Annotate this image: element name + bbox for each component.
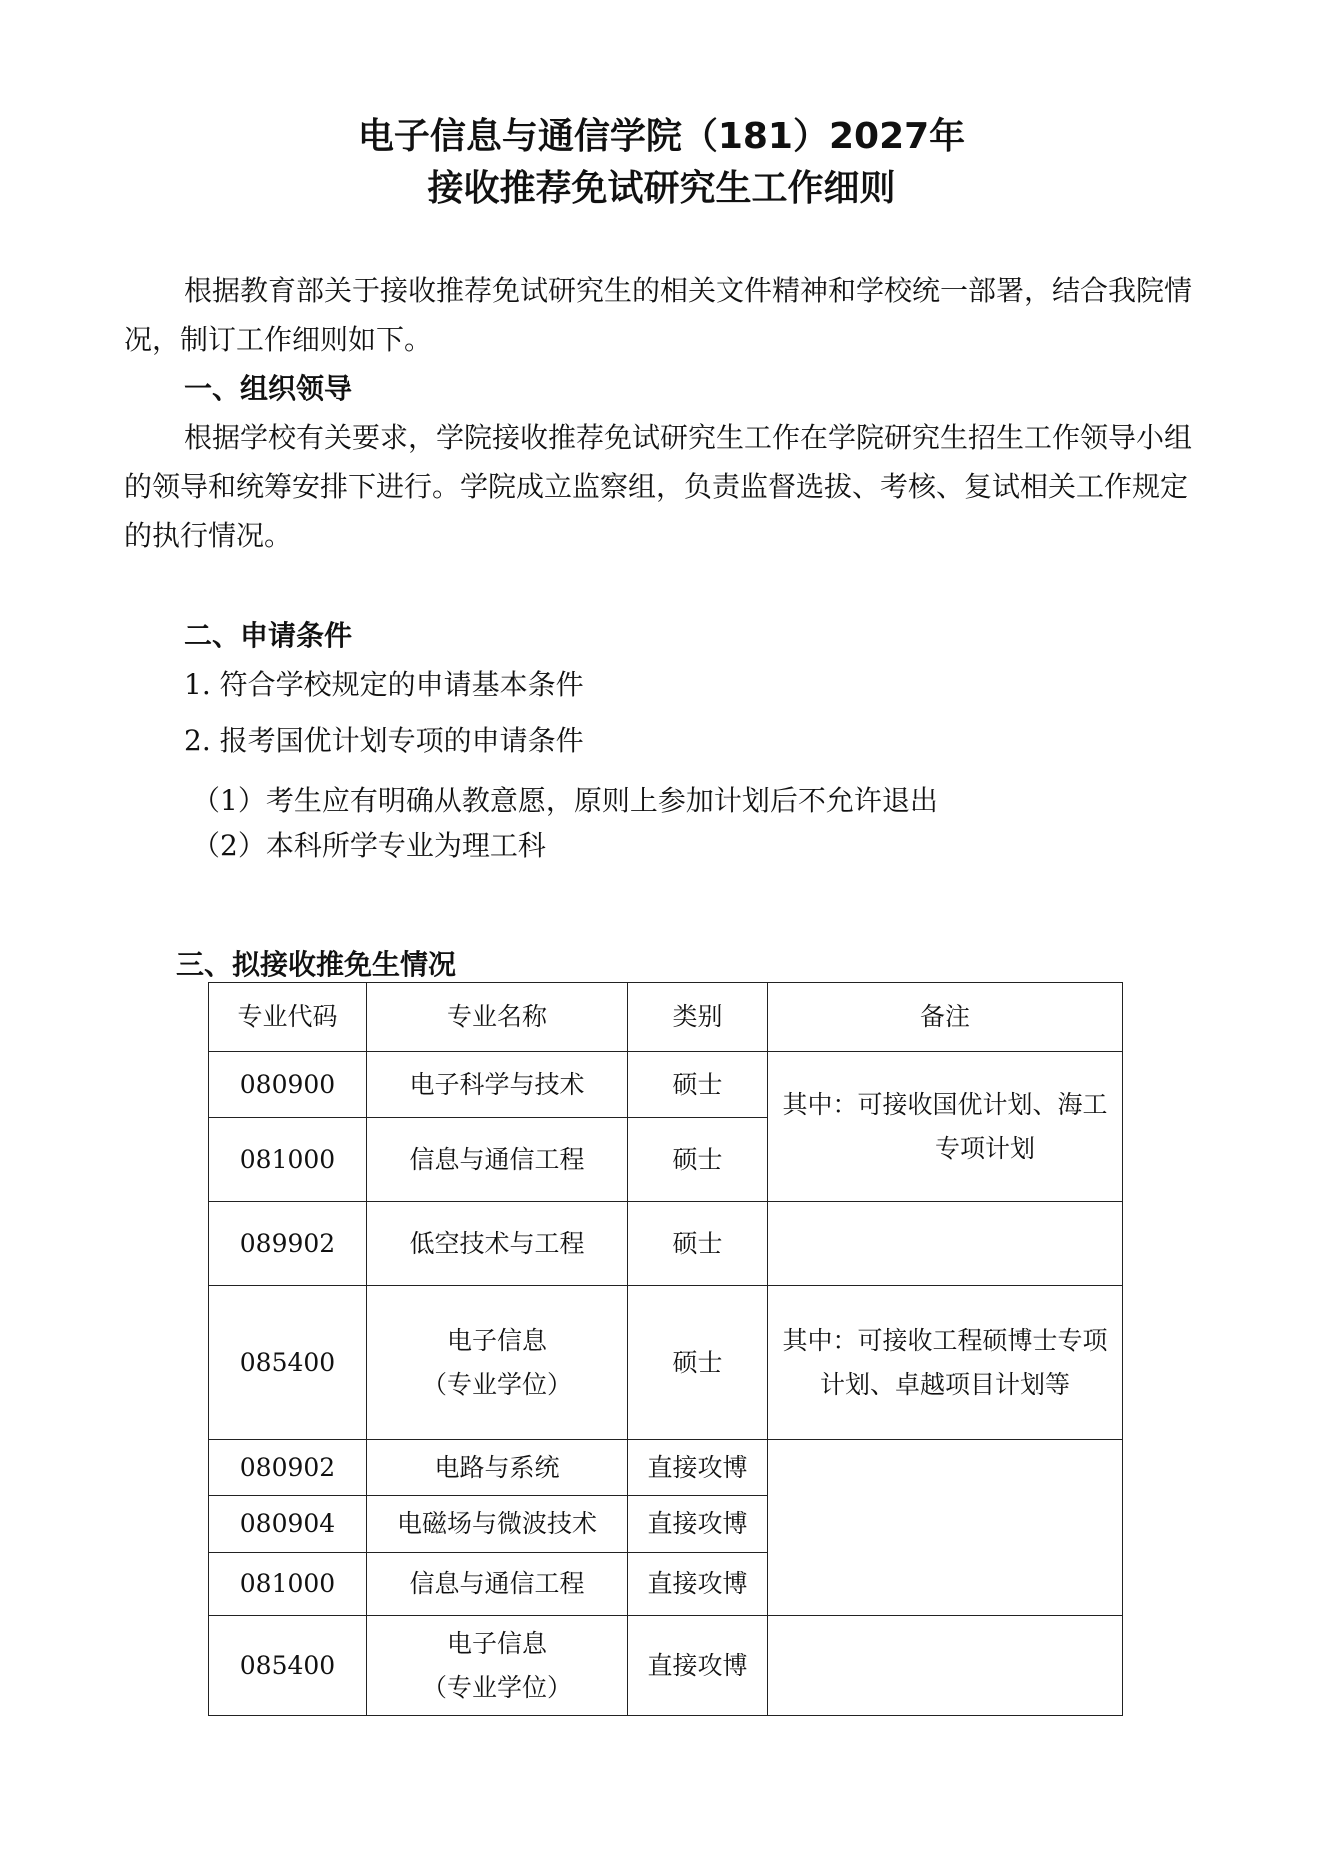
organization-paragraph: 根据学校有关要求，学院接收推荐免试研究生工作在学院研究生招生工作领导小组的领导和统筹安排下进行。学院成立监察组，负责监督选拔、考核、复试相关工作规定的执行情况。 <box>124 421 1193 552</box>
intro-paragraph: 根据教育部关于接收推荐免试研究生的相关文件精神和学校统一部署，结合我院情况，制订工作细则如下。 <box>124 274 1193 356</box>
header-category: 类别 <box>628 983 768 1052</box>
remarks-cell-empty <box>768 1616 1123 1716</box>
major-name-cell <box>367 1286 628 1440</box>
table-header-row <box>209 983 1123 1052</box>
category-cell: 直接攻博 <box>628 1553 768 1616</box>
table-row <box>209 1052 1123 1118</box>
major-code-cell: 080902 <box>209 1440 367 1496</box>
category-cell: 直接攻博 <box>628 1440 768 1496</box>
requirement-subitem-2: （2）本科所学专业为理工科 <box>192 829 546 862</box>
requirement-item-1: 1. 符合学校规定的申请基本条件 <box>184 668 584 701</box>
section-heading-admission-plan: 三、拟接收推免生情况 <box>176 948 457 981</box>
major-code-cell: 085400 <box>209 1286 367 1440</box>
document-title-line-1: 电子信息与通信学院（181）2027年 <box>357 116 966 157</box>
remarks-cell-engineering <box>768 1286 1123 1440</box>
section-heading-requirements: 二、申请条件 <box>184 619 353 652</box>
major-code-cell: 080904 <box>209 1496 367 1553</box>
section-heading-organization: 一、组织领导 <box>184 372 353 405</box>
table-row <box>209 1202 1123 1286</box>
major-name-cell: 电磁场与微波技术 <box>367 1496 628 1553</box>
major-code-cell: 081000 <box>209 1118 367 1202</box>
requirement-item-2: 2. 报考国优计划专项的申请条件 <box>184 724 584 757</box>
admission-plan-table <box>208 982 1123 1716</box>
major-name-line-1: 电子信息 <box>446 1325 547 1355</box>
remarks-text: 其中：可接收工程硕博士专项计划、卓越项目计划等 <box>782 1325 1108 1399</box>
document-title-line-2: 接收推荐免试研究生工作细则 <box>427 168 896 209</box>
major-name-cell: 信息与通信工程 <box>367 1553 628 1616</box>
remarks-cell-empty <box>768 1202 1123 1286</box>
category-cell: 硕士 <box>628 1286 768 1440</box>
major-code-cell: 089902 <box>209 1202 367 1286</box>
major-name-cell: 低空技术与工程 <box>367 1202 628 1286</box>
category-cell: 硕士 <box>628 1118 768 1202</box>
category-cell: 硕士 <box>628 1052 768 1118</box>
major-name-cell <box>367 1616 628 1716</box>
major-name-cell: 电子科学与技术 <box>367 1052 628 1118</box>
major-code-cell: 081000 <box>209 1553 367 1616</box>
major-code-cell: 080900 <box>209 1052 367 1118</box>
category-cell: 直接攻博 <box>628 1616 768 1716</box>
header-remarks: 备注 <box>768 983 1123 1052</box>
major-name-cell: 信息与通信工程 <box>367 1118 628 1202</box>
major-name-line-2: （专业学位） <box>421 1369 572 1399</box>
major-name-cell: 电路与系统 <box>367 1440 628 1496</box>
table-row <box>209 1440 1123 1496</box>
remarks-cell-guoyou <box>768 1052 1123 1202</box>
major-name-line-2: （专业学位） <box>421 1672 572 1702</box>
header-major-code: 专业代码 <box>209 983 367 1052</box>
major-name-line-1: 电子信息 <box>446 1628 547 1658</box>
remarks-text: 其中：可接收国优计划、海工专项计划 <box>782 1089 1108 1163</box>
remarks-cell-empty <box>768 1440 1123 1616</box>
requirement-subitem-1: （1）考生应有明确从教意愿，原则上参加计划后不允许退出 <box>192 784 938 817</box>
header-major-name: 专业名称 <box>367 983 628 1052</box>
table-row <box>209 1286 1123 1440</box>
category-cell: 硕士 <box>628 1202 768 1286</box>
major-code-cell: 085400 <box>209 1616 367 1716</box>
table-row <box>209 1616 1123 1716</box>
category-cell: 直接攻博 <box>628 1496 768 1553</box>
